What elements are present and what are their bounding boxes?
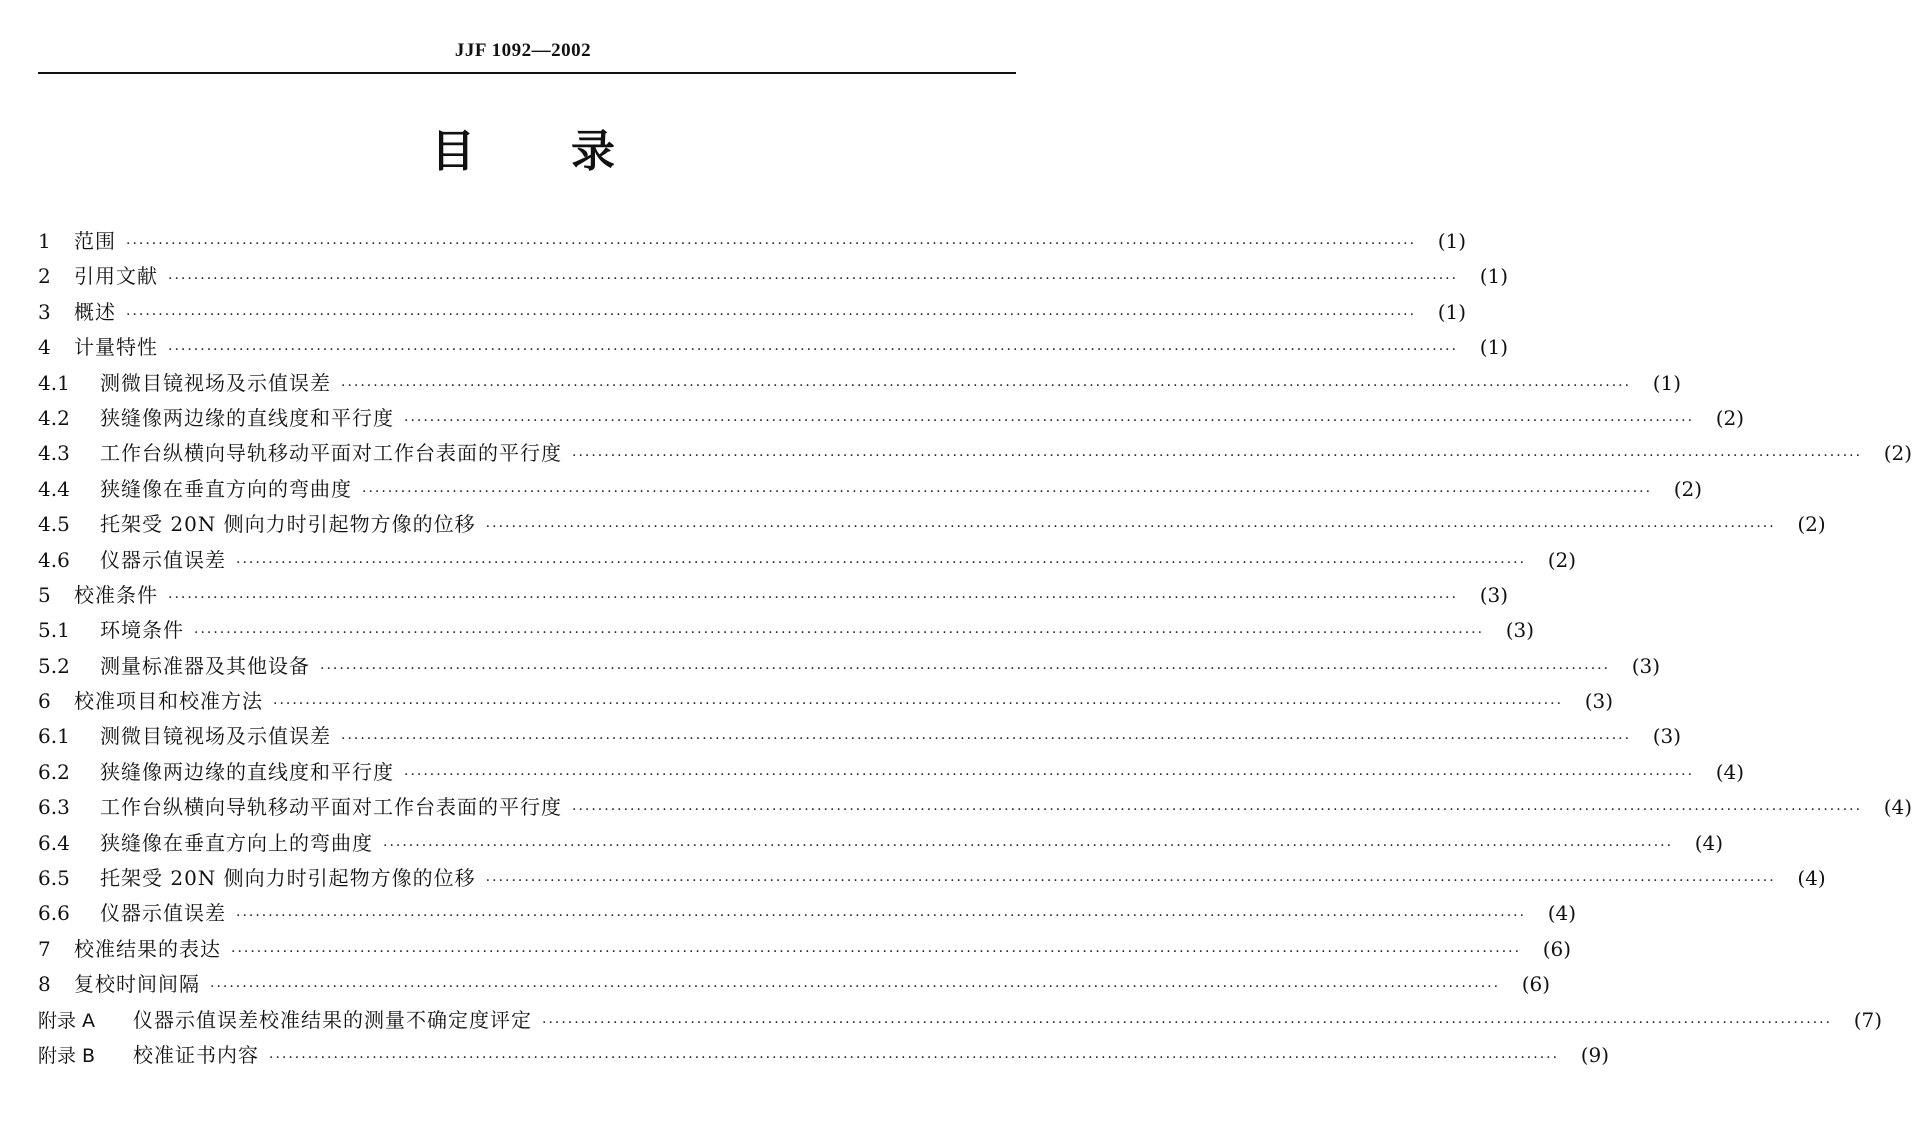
toc-dot-leader: ········································································································································································································: [485, 519, 1776, 536]
toc-entry-page: (3): [1584, 689, 1614, 714]
toc-entry-title: 概述: [74, 299, 116, 324]
toc-entry[interactable]: [38, 401, 1745, 436]
toc-entry-title: 托架受 20N 侧向力时引起物方像的位移: [100, 512, 476, 537]
toc-entry-page: (6): [1521, 972, 1551, 997]
toc-entry-title: 狭缝像两边缘的直线度和平行度: [100, 405, 394, 430]
toc-dot-leader: ········································································································································································································: [168, 342, 1459, 359]
toc-entry-number: 2: [38, 264, 51, 289]
toc-entry[interactable]: [38, 224, 1467, 259]
toc-entry-title: 仪器示值误差校准结果的测量不确定度评定: [133, 1007, 532, 1032]
toc-dot-leader: ········································································································································································································: [126, 236, 1417, 252]
toc-dot-leader: ········································································································································································································: [542, 1014, 1833, 1031]
toc-entry-number: 4.4: [38, 476, 70, 501]
toc-entry-number: 6: [38, 689, 51, 714]
toc-entry-page: (2): [1673, 476, 1703, 501]
toc-entry-title: 工作台纵横向导轨移动平面对工作台表面的平行度: [100, 795, 562, 820]
toc-entry-number: 4.3: [38, 441, 70, 466]
toc-dot-leader: ········································································································································································································: [341, 731, 1632, 748]
toc-entry-title: 狭缝像在垂直方向的弯曲度: [100, 476, 352, 501]
title-char-2: 录: [571, 126, 615, 177]
toc-dot-leader: ········································································································································································································: [485, 873, 1776, 890]
toc-entry-page: (4): [1797, 866, 1826, 891]
toc-entry-number: 3: [38, 299, 51, 324]
toc-entry-page: (6): [1542, 936, 1572, 961]
toc-dot-leader: ········································································································································································································: [572, 448, 1863, 465]
toc-entry-number: 6.2: [38, 759, 70, 784]
toc-entry-title: 仪器示值误差: [100, 901, 226, 926]
toc-entry-title: 校准证书内容: [133, 1042, 259, 1067]
toc-entry-page: (2): [1797, 512, 1826, 537]
toc-entry-number: 1: [38, 229, 51, 253]
toc-entry-number: 6.3: [38, 795, 70, 820]
toc-entry-number: 7: [38, 936, 51, 961]
toc-entry[interactable]: [38, 366, 1682, 401]
toc-entry-page: (1): [1479, 335, 1509, 360]
toc-entry-number: 6.6: [38, 901, 70, 926]
toc-entry[interactable]: [38, 295, 1467, 330]
toc-dot-leader: ········································································································································································································: [210, 979, 1501, 996]
toc-entry-number: 6.1: [38, 724, 70, 749]
toc-entry[interactable]: [38, 613, 1535, 648]
toc-entry-number: 5: [38, 582, 51, 607]
toc-entry[interactable]: [38, 1003, 1883, 1038]
toc-entry-number: 附录 B: [38, 1044, 96, 1067]
toc-entry[interactable]: [38, 543, 1577, 578]
toc-entry-page: (1): [1437, 299, 1467, 324]
toc-entry[interactable]: [38, 436, 1912, 471]
toc-entry-title: 复校时间间隔: [74, 972, 200, 997]
toc-entry-page: (2): [1715, 405, 1745, 430]
toc-dot-leader: ········································································································································································································: [383, 837, 1674, 854]
toc-entry-page: (7): [1853, 1007, 1883, 1032]
toc-entry-page: (4): [1694, 830, 1724, 855]
toc-dot-leader: ········································································································································································································: [269, 1049, 1560, 1066]
toc-entry-number: 4.5: [38, 512, 70, 537]
toc-entry-number: 附录 A: [38, 1009, 96, 1032]
toc-entry-title: 范围: [74, 229, 116, 253]
toc-entry-title: 校准结果的表达: [74, 936, 221, 961]
toc-entry-title: 狭缝像两边缘的直线度和平行度: [100, 759, 394, 784]
title-char-1: 目: [431, 126, 475, 177]
toc-entry[interactable]: [38, 649, 1661, 684]
toc-entry[interactable]: [38, 1038, 1610, 1073]
toc-entry-title: 工作台纵横向导轨移动平面对工作台表面的平行度: [100, 441, 562, 466]
toc-entry-page: (4): [1883, 795, 1912, 820]
toc-entry[interactable]: [38, 330, 1509, 365]
toc-entry[interactable]: [38, 578, 1509, 613]
toc-dot-leader: ········································································································································································································: [236, 554, 1527, 571]
toc-dot-leader: ········································································································································································································: [231, 943, 1522, 960]
toc-entry-title: 环境条件: [100, 618, 184, 643]
toc-entry-title: 校准条件: [74, 582, 158, 607]
toc-entry-number: 6.5: [38, 866, 70, 891]
toc-entry[interactable]: [38, 932, 1572, 967]
toc-entry-page: (2): [1883, 441, 1912, 466]
toc-dot-leader: ········································································································································································································: [194, 625, 1485, 642]
table-of-contents: [38, 224, 1912, 1073]
page-title: [0, 126, 1046, 177]
toc-entry-title: 测微目镜视场及示值误差: [100, 724, 331, 749]
toc-dot-leader: ········································································································································································································: [404, 766, 1695, 783]
running-header: JJF 1092—2002: [454, 40, 592, 61]
toc-entry-title: 托架受 20N 侧向力时引起物方像的位移: [100, 866, 476, 891]
toc-dot-leader: ········································································································································································································: [362, 483, 1653, 500]
toc-entry-page: (4): [1715, 759, 1745, 784]
toc-entry-title: 计量特性: [74, 335, 158, 360]
toc-entry[interactable]: [38, 826, 1724, 861]
toc-entry-page: (1): [1479, 264, 1509, 289]
toc-entry-page: (1): [1652, 370, 1682, 395]
toc-entry-page: (3): [1631, 653, 1661, 678]
toc-entry-title: 校准项目和校准方法: [74, 689, 263, 714]
toc-entry-number: 4.6: [38, 547, 70, 572]
toc-entry[interactable]: [38, 755, 1745, 790]
toc-dot-leader: ········································································································································································································: [273, 696, 1564, 713]
toc-entry[interactable]: [38, 684, 1614, 719]
toc-entry[interactable]: [38, 719, 1682, 754]
toc-dot-leader: ········································································································································································································: [236, 908, 1527, 925]
toc-entry-title: 测微目镜视场及示值误差: [100, 370, 331, 395]
toc-entry-title: 测量标准器及其他设备: [100, 653, 310, 678]
toc-dot-leader: ········································································································································································································: [320, 660, 1611, 677]
toc-dot-leader: ········································································································································································································: [404, 412, 1695, 429]
toc-entry-number: 4.1: [38, 370, 70, 395]
toc-entry-number: 8: [38, 972, 51, 997]
toc-entry[interactable]: [38, 896, 1577, 931]
toc-dot-leader: ········································································································································································································: [126, 306, 1417, 323]
toc-entry[interactable]: [38, 259, 1509, 294]
toc-entry-page: (9): [1580, 1042, 1610, 1067]
toc-dot-leader: ········································································································································································································: [168, 589, 1459, 606]
toc-entry-number: 5.2: [38, 653, 70, 678]
toc-entry[interactable]: [38, 472, 1703, 507]
toc-dot-leader: ········································································································································································································: [572, 802, 1863, 819]
toc-entry-number: 5.1: [38, 618, 70, 643]
toc-entry-page: (2): [1547, 547, 1577, 572]
toc-entry[interactable]: [38, 967, 1551, 1002]
toc-entry-number: 6.4: [38, 830, 70, 855]
toc-entry-title: 引用文献: [74, 264, 158, 289]
toc-entry-page: (1): [1437, 229, 1467, 253]
toc-entry-title: 仪器示值误差: [100, 547, 226, 572]
toc-entry-page: (3): [1652, 724, 1682, 749]
toc-dot-leader: ········································································································································································································: [341, 377, 1632, 394]
header-rule: [38, 72, 1016, 74]
toc-entry-page: (3): [1479, 582, 1509, 607]
toc-entry-page: (3): [1505, 618, 1535, 643]
toc-entry[interactable]: [38, 507, 1826, 542]
toc-entry-title: 狭缝像在垂直方向上的弯曲度: [100, 830, 373, 855]
toc-dot-leader: ········································································································································································································: [168, 271, 1459, 288]
toc-entry-number: 4.2: [38, 405, 70, 430]
toc-entry-page: (4): [1547, 901, 1577, 926]
toc-entry[interactable]: [38, 790, 1912, 825]
toc-entry[interactable]: [38, 861, 1826, 896]
toc-entry-number: 4: [38, 335, 51, 360]
